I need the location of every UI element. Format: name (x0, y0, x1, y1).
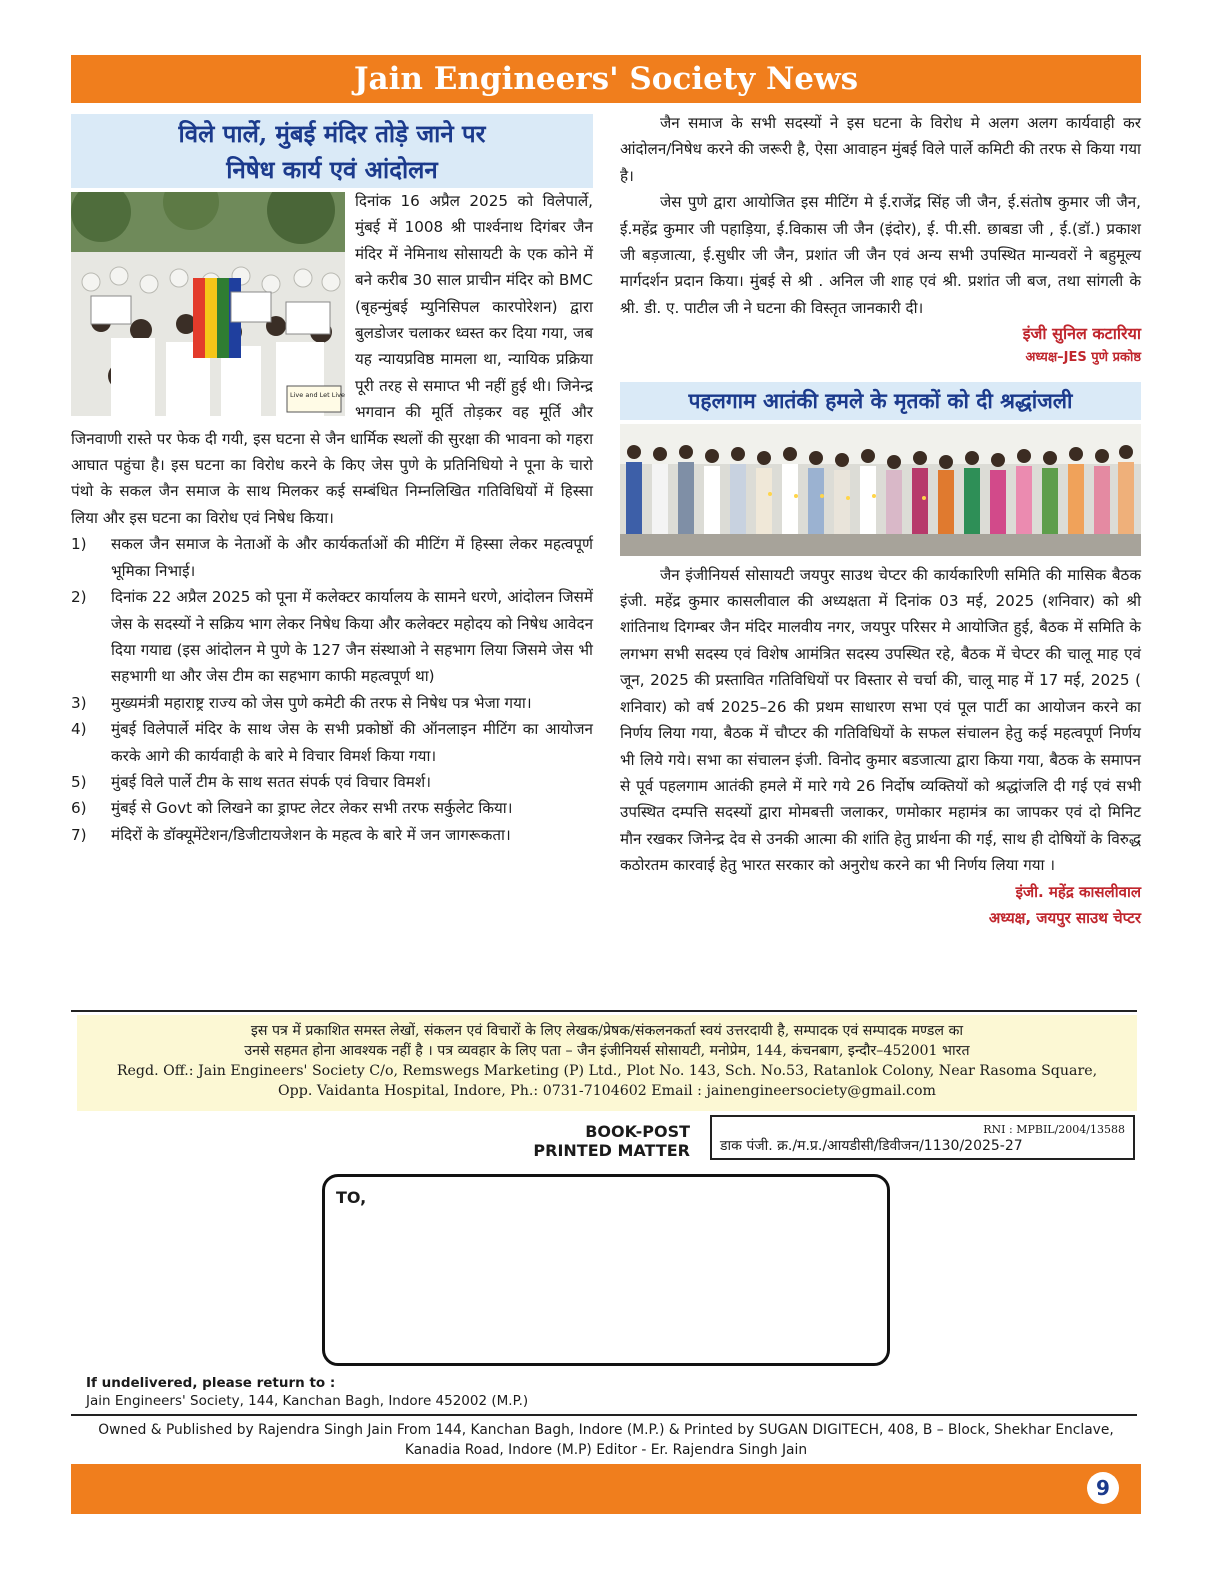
to-label: TO, (336, 1188, 367, 1207)
activity-list (71, 531, 593, 848)
article-heading-tribute (620, 382, 1141, 420)
signature-name: इंजी. महेंद्र कासलीवाल (1015, 882, 1141, 901)
postal-reg-number: डाक पंजी. क्र./म.प्र./आयडीसी/डिवीजन/1130/2025-27 (720, 1138, 1023, 1154)
tribute-photo-image (620, 424, 1141, 556)
newsletter-title: Jain Engineers' Society News (353, 61, 859, 97)
footer-divider (71, 1414, 1137, 1416)
tribute-heading: पहलगाम आतंकी हमले के मृतकों को दी श्रद्धांजली (688, 387, 1073, 413)
book-post-label (500, 1122, 690, 1160)
article-heading (71, 114, 593, 188)
publisher-footer (71, 1420, 1141, 1460)
bottom-bar (71, 1464, 1141, 1514)
protest-photo (71, 192, 345, 416)
newsletter-banner (71, 55, 1141, 103)
disclaimer-line: इस पत्र में प्रकाशित समस्त लेखों, संकलन एवं विचारों के लिए लेखक/प्रेषक/संकलनकर्ता स्वयं उत्तरदायी है, सम्पादक एवं सम्पादक मण्डल का (250, 1023, 964, 1039)
tribute-body: जैन इंजीनियर्स सोसायटी जयपुर साउथ चेप्टर की कार्यकारिणी समिति की मासिक बैठक इंजी. महेंद्र कुमार कासलीवाल की अध्यक्षता में दिनांक 03 मई, 2025 (शनिवार) को श्री शांतिनाथ दिगम्बर जैन मंदिर मालवीय नगर, जयपुर परिसर मे आयोजित हुई, बैठक में समिति के लगभग सभी सदस्य एवं विशेष आमंत्रित सदस्य उपस्थित रहे, बैठक में चेप्टर की चालू माह एवं जून, 2025 की प्रस्तावित गतिविधियों पर विस्तार से चर्चा की, चालू माह में 17 मई, 2025 ( शनिवार) को वर्ष 2025–26 की प्रथम साधारण सभा एवं पूल पार्टी का आयोजन करने का निर्णय लिया गया, बैठक में चौप्टर की गतिविधियों के सफल संचालन हेतु कई महत्वपूर्ण निर्णय भी लिये गये। सभा का संचालन इंजी. विनोद कुमार बडजात्या द्वारा किया गया, बैठक के समापन से पूर्व पहलगाम आतंकी हमले में मारे गये 26 निर्दोष व्यक्तियों को श्रद्धांजलि दी गई एवं सभी उपस्थित दम्पत्ति सदस्यों द्वारा मोमबत्ती जलाकर, णमोकार महामंत्र का जापकर एवं दो मिनिट मौन रखकर जिनेन्द्र देव से उनकी आत्मा की शांति हेतु प्रार्थना की गई, साथ ही दोषियों के विरुद्ध कठोरतम कारवाई हेतु भारत सरकार को अनुरोध करने का भी निर्णय लिया गया । (620, 565, 1141, 875)
article-continued-para-1: जैन समाज के सभी सदस्यों ने इस घटना के विरोध मे अलग अलग कार्यवाही कर आंदोलन/निषेध करने की जरूरी है, ऐसा आवाहन मुंबई विले पार्ले कमिटी की तरफ से किया गया है। (620, 114, 1141, 185)
undelivered-label: If undelivered, please return to : (86, 1375, 336, 1391)
printed-matter-text: PRINTED MATTER (533, 1141, 690, 1160)
disclaimer-box (77, 1015, 1137, 1111)
list-item: 4) मुंबई विलेपार्ले मंदिर के साथ जेस के सभी प्रकोष्ठों की ऑनलाइन मीटिंग का आयोजन करके आगे की कार्यवाही के बारे मे विचार विमर्श किया गया। (71, 720, 593, 765)
book-post-text: BOOK-POST (585, 1122, 690, 1141)
right-column (620, 110, 1141, 931)
article-continued-para-2: जेस पुणे द्वारा आयोजित इस मीटिंग मे ई.राजेंद्र सिंह जी जैन, ई.संतोष कुमार जी जैन, ई.महेंद्र कुमार जी पहाड़िया, ई.विकास जी जैन (इंदोर), ई. पी.सी. छाबडा जी , ई.(डॉ.) प्रकाश जी बड़जात्या, ई.सुधीर जी जैन, प्रशांत जी जैन एवं अन्य सभी उपस्थित मान्यवरों ने बहुमूल्य मार्गदर्शन प्रदान किया। मुंबई से श्री . अनिल जी शाह एवं श्री. प्रशांत जी बज, तथा सांगली के श्री. डी. ए. पाटील जी ने घटना की विस्तृत जानकारी दी। (620, 193, 1141, 317)
protest-photo-image (71, 192, 345, 416)
section-divider (71, 1010, 1137, 1012)
page-number: 9 (1087, 1472, 1119, 1504)
article-body: दिनांक 16 अप्रैल 2025 को विलेपार्ले, मुंबई में 1008 श्री पार्श्वनाथ दिगंबर जैन मंदिर में नेमिनाथ सोसायटी के एक कोने में बने करीब 30 साल प्राचीन मंदिर को BMC (बृहन्मुंबई म्युनिसिपल कारपोरेशन) द्वारा बुलडोजर चलाकर ध्वस्त कर दिया गया, जब यह न्यायप्रविष्ठ मामला था, न्यायिक प्रक्रिया पूरी तरह से समाप्त भी नहीं हुई थी। जिनेन्द्र भगवान की मूर्ति तोड़कर वह मूर्ति और जिनवाणी रास्ते पर फेक दी गयी, इस घटना से जैन धार्मिक स्थलों की सुरक्षा की भावना को गहरा आघात पहुंचा है। इस घटना का विरोध करने के किए जेस पुणे के प्रतिनिधियो ने पूना के चारो पंथो के सकल जैन समाज के साथ मिलकर कई सम्बंधित निम्नलिखित गतिविधियों में हिस्सा लिया और इस घटना का विरोध एवं निषेध किया। (71, 192, 593, 527)
return-address (86, 1374, 528, 1410)
address-box (322, 1174, 890, 1366)
footer-line: Kanadia Road, Indore (M.P) Editor - Er. Rajendra Singh Jain (404, 1442, 808, 1458)
disclaimer-line: Opp. Vaidanta Hospital, Indore, Ph.: 0731-7104602 Email : jainengineersociety@gmail.com (278, 1083, 936, 1099)
heading-line-1: विले पार्ले, मुंबई मंदिर तोड़े जाने पर (178, 119, 486, 148)
protest-sign-text: Live and Let Live (290, 391, 345, 399)
tribute-photo (620, 424, 1141, 556)
heading-line-2: निषेध कार्य एवं आंदोलन (226, 155, 438, 184)
signature-title: अध्यक्ष, जयपुर साउथ चेप्टर (988, 908, 1141, 927)
list-item: 6) मुंबई से Govt को लिखने का ड्राफ्ट लेटर लेकर सभी तरफ सर्कुलेट किया। (71, 799, 513, 818)
footer-line: Owned & Published by Rajendra Singh Jain From 144, Kanchan Bagh, Indore (M.P.) & Printed by SUGAN DIGITECH, 408, B – Block, Shekhar Enclave, (98, 1422, 1114, 1438)
postal-registration-box (710, 1115, 1135, 1160)
rni-number: RNI : MPBIL/2004/13588 (983, 1123, 1125, 1136)
signature-name: इंजी सुनिल कटारिया (1022, 324, 1141, 344)
return-address-text: Jain Engineers' Society, 144, Kanchan Bagh, Indore 452002 (M.P.) (86, 1393, 529, 1409)
disclaimer-line: उनसे सहमत होना आवश्यक नहीं है । पत्र व्यवहार के लिए पता – जैन इंजीनियर्स सोसायटी, मनोप्रेम, 144, कंचनबाग, इन्दौर–452001 भारत (244, 1043, 970, 1059)
signature-block-tribute (620, 879, 1141, 931)
signature-title: अध्यक्ष–JES पुणे प्रकोष्ठ (1025, 349, 1141, 365)
signature-block (620, 321, 1141, 367)
list-item: 7) मंदिरों के डॉक्यूमेंटेशन/डिजीटायजेशन के महत्व के बारे में जन जागरूकता। (71, 825, 511, 844)
disclaimer-line: Regd. Off.: Jain Engineers' Society C/o, Remswegs Marketing (P) Ltd., Plot No. 143, Sch. No.53, Ratanlok Colony, Near Rasoma Square, (116, 1063, 1098, 1079)
list-item: 5) मुंबई विले पार्ले टीम के साथ सतत संपर्क एवं विचार विमर्श। (71, 772, 431, 791)
list-item: 3) मुख्यमंत्री महाराष्ट्र राज्य को जेस पुणे कमेटी की तरफ से निषेध पत्र भेजा गया। (71, 693, 532, 712)
list-item: 1) सकल जैन समाज के नेताओं के और कार्यकर्ताओं की मीटिंग में हिस्सा लेकर महत्वपूर्ण भूमिका निभाई। (71, 535, 593, 580)
article-vile-parle (71, 114, 593, 848)
list-item: 2) दिनांक 22 अप्रैल 2025 को पूना में कलेक्टर कार्यालय के सामने धरणे, आंदोलन जिसमें जेस के सदस्यों ने सक्रिय भाग लेकर निषेध किया और कलेक्टर महोदय को निषेध आवेदन दिया गयाद्य (इस आंदोलन मे पुणे के 127 जैन संस्थाओ ने सहभाग लिया जिसमे जेस भी सहभागी था और जेस टीम का सहभाग काफी महत्वपूर्ण था) (71, 588, 593, 686)
